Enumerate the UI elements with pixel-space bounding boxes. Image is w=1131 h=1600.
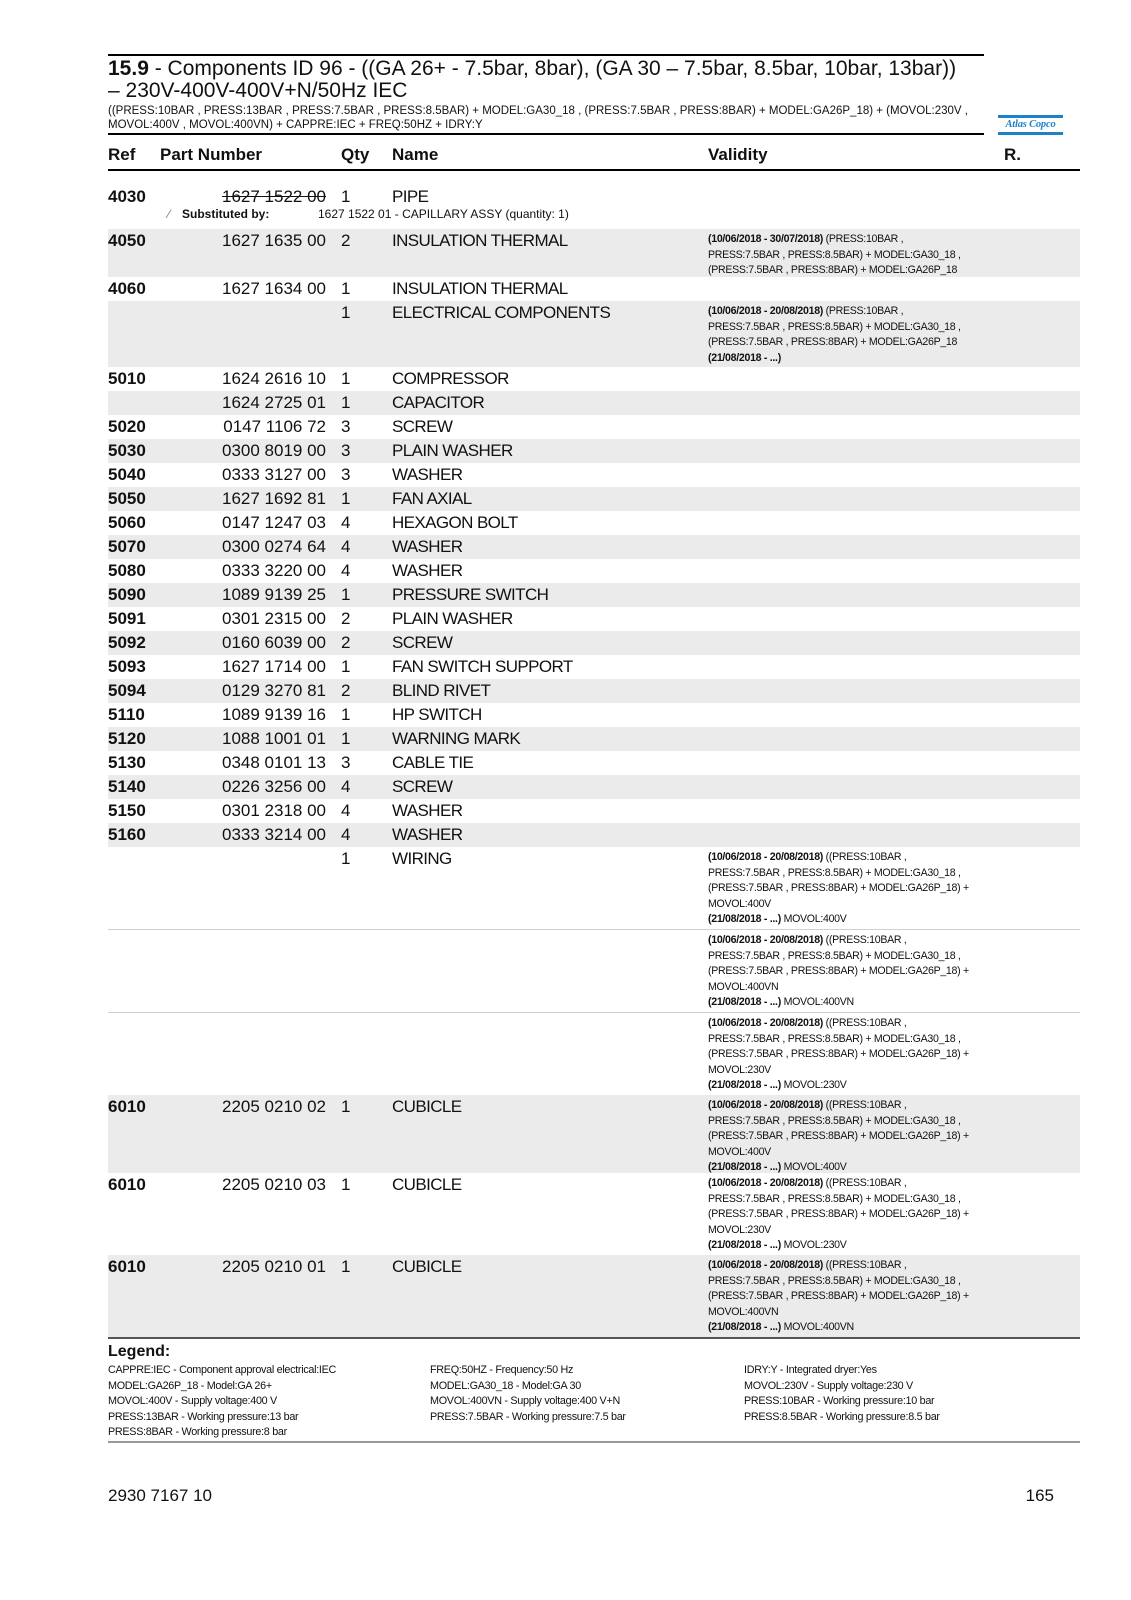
validity-condition: MOVOL:400V (780, 1161, 847, 1174)
validity-line (708, 1063, 1008, 1079)
validity-condition: ((PRESS:10BAR , (823, 1017, 907, 1029)
row-name: INSULATION THERMAL (392, 279, 568, 298)
validity-date-range: (10/06/2018 - 30/07/2018) (708, 233, 824, 245)
row-part-number: 1089 9139 16 (222, 705, 326, 724)
row-part-number: 1624 2725 01 (222, 393, 326, 412)
validity-line (708, 1238, 1008, 1254)
row-name: CABLE TIE (392, 753, 474, 772)
table-row (108, 415, 1080, 439)
row-qty: 1 (341, 729, 351, 748)
col-name: Name (392, 145, 439, 164)
row-part-number: 0333 3214 00 (222, 825, 326, 844)
row-part-number: 0129 3270 81 (222, 681, 326, 700)
validity-date-range: (21/08/2018 - ...) (708, 1079, 781, 1092)
table-row (108, 367, 1080, 391)
validity-condition: (PRESS:10BAR , (823, 305, 904, 317)
row-ref: 5130 (108, 753, 146, 772)
parts-table (108, 185, 1080, 1337)
validity-line (708, 1114, 1008, 1130)
row-ref: 5020 (108, 417, 146, 436)
row-part-number: 0226 3256 00 (222, 777, 326, 796)
row-validity (708, 1258, 1008, 1336)
table-row (108, 679, 1080, 703)
validity-line (708, 912, 1008, 928)
col-ref: Ref (108, 145, 136, 164)
row-qty: 1 (341, 849, 351, 868)
legend-entry: PRESS:8BAR - Working pressure:8 bar (108, 1426, 287, 1439)
validity-line (708, 1320, 1008, 1336)
validity-line (708, 248, 1008, 264)
row-ref: 6010 (108, 1175, 146, 1194)
row-name: BLIND RIVET (392, 681, 491, 700)
row-qty: 3 (341, 417, 351, 436)
validity-condition: PRESS:7.5BAR , PRESS:8.5BAR) + MODEL:GA30_18 , (708, 1032, 961, 1045)
table-row (108, 703, 1080, 727)
row-qty: 3 (341, 441, 351, 460)
row-part-number: 2205 0210 03 (222, 1175, 326, 1194)
row-ref: 5030 (108, 441, 146, 460)
section-title (108, 58, 968, 102)
col-part-number: Part Number (160, 145, 263, 164)
table-row (108, 799, 1080, 823)
row-part-number: 1627 1634 00 (222, 279, 326, 298)
row-name: CUBICLE (392, 1175, 462, 1194)
row-part-number: 2205 0210 01 (222, 1257, 326, 1276)
table-row (108, 847, 1080, 929)
table-row (108, 463, 1080, 487)
legend-grid (108, 1363, 1080, 1441)
row-name: PLAIN WASHER (392, 441, 513, 460)
validity-line (708, 320, 1008, 336)
validity-line (708, 304, 1008, 320)
row-part-number: 1089 9139 25 (222, 585, 326, 604)
legend-entry: IDRY:Y - Integrated dryer:Yes (744, 1364, 877, 1376)
row-part-number: 0301 2315 00 (222, 609, 326, 628)
validity-condition: (PRESS:7.5BAR , PRESS:8BAR) + MODEL:GA26P_18) + (708, 1290, 969, 1303)
table-row (108, 487, 1080, 511)
row-name: WASHER (392, 561, 463, 580)
row-ref: 5010 (108, 369, 146, 388)
row-ref: 5092 (108, 633, 146, 652)
validity-line (708, 933, 1008, 949)
row-validity (708, 304, 1008, 366)
legend-entry: PRESS:8.5BAR - Working pressure:8.5 bar (744, 1410, 940, 1423)
legend-entry: PRESS:10BAR - Working pressure:10 bar (744, 1395, 935, 1408)
row-qty: 4 (341, 801, 351, 820)
validity-condition: ((PRESS:10BAR , (823, 1259, 907, 1271)
row-qty: 2 (341, 609, 351, 628)
row-part-number: 1627 1714 00 (222, 657, 326, 676)
validity-condition: MOVOL:230V (708, 1063, 771, 1076)
row-qty: 4 (341, 825, 351, 844)
table-header (108, 145, 1080, 171)
row-part-number: 0160 6039 00 (222, 633, 326, 652)
row-qty: 1 (341, 1175, 351, 1194)
legend-entry: FREQ:50HZ - Frequency:50 Hz (430, 1364, 574, 1376)
validity-condition: MOVOL:230V (708, 1223, 771, 1236)
table-row (108, 631, 1080, 655)
validity-line (708, 964, 1008, 980)
row-ref: 6010 (108, 1097, 146, 1116)
row-name: HEXAGON BOLT (392, 513, 518, 532)
legend-entry: PRESS:13BAR - Working pressure:13 bar (108, 1410, 299, 1423)
validity-line (708, 995, 1008, 1011)
row-ref: 4060 (108, 279, 146, 298)
row-name: PRESSURE SWITCH (392, 585, 549, 604)
row-ref: 5091 (108, 609, 146, 628)
row-name: WASHER (392, 801, 463, 820)
row-part-number: 1627 1692 81 (222, 489, 326, 508)
row-ref: 5140 (108, 777, 146, 796)
row-part-number: 0147 1247 03 (222, 513, 326, 532)
validity-condition: (PRESS:7.5BAR , PRESS:8BAR) + MODEL:GA26P_18 (708, 264, 958, 277)
row-part-number: 1627 1522 00 (222, 187, 326, 206)
legend-column-1 (108, 1363, 336, 1441)
document-number: 2930 7167 10 (108, 1486, 212, 1505)
row-validity (708, 232, 1008, 279)
substitution-note (168, 207, 569, 221)
validity-line (708, 1274, 1008, 1290)
header-divider (108, 133, 984, 135)
row-part-number: 0300 0274 64 (222, 537, 326, 556)
validity-date-range: (10/06/2018 - 20/08/2018) (708, 1177, 824, 1189)
validity-line (708, 232, 1008, 248)
table-row (108, 1255, 1080, 1337)
validity-condition: PRESS:7.5BAR , PRESS:8.5BAR) + MODEL:GA30_18 , (708, 866, 961, 879)
validity-condition: PRESS:7.5BAR , PRESS:8.5BAR) + MODEL:GA30_18 , (708, 1274, 961, 1287)
table-row (108, 655, 1080, 679)
row-name: FAN AXIAL (392, 489, 472, 508)
validity-date-range: (21/08/2018 - ...) (708, 1321, 781, 1334)
validity-date-range: (10/06/2018 - 20/08/2018) (708, 1259, 824, 1271)
validity-line (708, 1223, 1008, 1239)
validity-date-range: (10/06/2018 - 20/08/2018) (708, 1099, 824, 1111)
row-name: PIPE (392, 187, 429, 206)
row-part-number: 0147 1106 72 (223, 417, 326, 436)
row-validity (708, 933, 1008, 1011)
row-qty: 1 (341, 369, 351, 388)
validity-line (708, 335, 1008, 351)
legend-entry: PRESS:7.5BAR - Working pressure:7.5 bar (430, 1410, 626, 1423)
validity-line (708, 949, 1008, 965)
row-qty: 2 (341, 681, 351, 700)
row-ref: 5160 (108, 825, 146, 844)
row-ref: 5110 (108, 705, 145, 724)
row-name: WASHER (392, 537, 463, 556)
table-row (108, 1095, 1080, 1173)
legend-column-2 (430, 1363, 626, 1425)
validity-condition: PRESS:7.5BAR , PRESS:8.5BAR) + MODEL:GA30_18 , (708, 1114, 961, 1127)
logo-bottom-bar (998, 132, 1063, 135)
row-name: PLAIN WASHER (392, 609, 513, 628)
substitute-icon: ∕ (168, 207, 171, 221)
validity-line (708, 1305, 1008, 1321)
validity-condition: MOVOL:400V (708, 897, 771, 910)
row-part-number: 0301 2318 00 (222, 801, 326, 820)
validity-date-range: (21/08/2018 - ...) (708, 351, 781, 364)
page-number: 165 (1025, 1486, 1054, 1505)
validity-condition: (PRESS:10BAR , (823, 233, 904, 245)
table-row (108, 391, 1080, 415)
legend-entry: MODEL:GA30_18 - Model:GA 30 (430, 1379, 581, 1392)
validity-line (708, 1032, 1008, 1048)
validity-condition: PRESS:7.5BAR , PRESS:8.5BAR) + MODEL:GA30_18 , (708, 949, 961, 962)
validity-condition: PRESS:7.5BAR , PRESS:8.5BAR) + MODEL:GA30_18 , (708, 320, 961, 333)
row-ref: 5080 (108, 561, 146, 580)
validity-line (708, 1258, 1008, 1274)
row-ref: 5060 (108, 513, 146, 532)
row-name: HP SWITCH (392, 705, 482, 724)
table-row (108, 751, 1080, 775)
section-criteria: ((PRESS:10BAR , PRESS:13BAR , PRESS:7.5BAR , PRESS:8.5BAR) + MODEL:GA30_18 , (PRESS:7.5BAR , PRESS:8BAR) + MODEL:GA26P_18) + (MOVOL:230V , MOVOL:400V , MOVOL:400VN) + CAPPRE:IEC + FREQ:50HZ + IDRY:Y (108, 105, 968, 131)
legend-entry: MOVOL:230V - Supply voltage:230 V (744, 1379, 913, 1392)
row-name: WASHER (392, 465, 463, 484)
row-part-number: 1627 1635 00 (222, 231, 326, 250)
validity-line (708, 351, 1008, 367)
validity-condition: (PRESS:7.5BAR , PRESS:8BAR) + MODEL:GA26P_18) + (708, 882, 969, 895)
row-qty: 1 (341, 303, 351, 322)
row-qty: 1 (341, 705, 351, 724)
col-validity: Validity (708, 145, 768, 164)
validity-line (708, 1129, 1008, 1145)
substituted-part: 1627 1522 01 - CAPILLARY ASSY (quantity: 1) (318, 207, 569, 221)
validity-condition: MOVOL:400VN (708, 1305, 779, 1318)
row-validity (708, 1016, 1008, 1094)
validity-condition: (PRESS:7.5BAR , PRESS:8BAR) + MODEL:GA26P_18) + (708, 1048, 969, 1061)
section-number: 15.9 (108, 57, 149, 80)
validity-date-range: (10/06/2018 - 20/08/2018) (708, 305, 824, 317)
validity-date-range: (10/06/2018 - 20/08/2018) (708, 934, 824, 946)
row-qty: 1 (341, 585, 351, 604)
table-row (108, 1173, 1080, 1255)
validity-condition: MOVOL:400VN (780, 1321, 854, 1334)
table-row (108, 1012, 1080, 1095)
row-name: COMPRESSOR (392, 369, 509, 388)
table-row (108, 301, 1080, 367)
validity-condition: (PRESS:7.5BAR , PRESS:8BAR) + MODEL:GA26P_18) + (708, 965, 969, 978)
row-name: WIRING (392, 849, 452, 868)
row-part-number: 0333 3127 00 (222, 465, 326, 484)
row-ref: 5120 (108, 729, 146, 748)
row-qty: 1 (341, 1257, 351, 1276)
validity-condition: PRESS:7.5BAR , PRESS:8.5BAR) + MODEL:GA30_18 , (708, 248, 961, 261)
row-ref: 4050 (108, 231, 146, 250)
legend-entry: CAPPRE:IEC - Component approval electrical:IEC (108, 1364, 337, 1376)
row-validity (708, 850, 1008, 928)
row-validity (708, 1098, 1008, 1176)
validity-condition: MOVOL:400VN (780, 996, 854, 1009)
validity-line (708, 866, 1008, 882)
table-row (108, 229, 1080, 277)
table-row (108, 535, 1080, 559)
row-qty: 1 (341, 489, 351, 508)
validity-condition: MOVOL:230V (780, 1239, 847, 1252)
validity-line (708, 850, 1008, 866)
validity-date-range: (10/06/2018 - 20/08/2018) (708, 851, 824, 863)
validity-date-range: (21/08/2018 - ...) (708, 913, 781, 926)
validity-line (708, 1047, 1008, 1063)
validity-line (708, 897, 1008, 913)
row-name: CUBICLE (392, 1257, 462, 1276)
validity-line (708, 1016, 1008, 1032)
validity-date-range: (10/06/2018 - 20/08/2018) (708, 1017, 824, 1029)
row-part-number: 1088 1001 01 (222, 729, 326, 748)
legend-entry: MOVOL:400VN - Supply voltage:400 V+N (430, 1395, 620, 1408)
legend (108, 1337, 1080, 1443)
row-qty: 1 (341, 657, 351, 676)
table-row (108, 583, 1080, 607)
validity-condition: MOVOL:400VN (708, 980, 779, 993)
row-ref: 5150 (108, 801, 146, 820)
legend-entry: MOVOL:400V - Supply voltage:400 V (108, 1395, 277, 1408)
validity-condition: (PRESS:7.5BAR , PRESS:8BAR) + MODEL:GA26P_18) + (708, 1130, 969, 1143)
row-name: ELECTRICAL COMPONENTS (392, 303, 611, 322)
logo-text: Atlas Copco (1005, 119, 1056, 130)
row-name: WARNING MARK (392, 729, 521, 748)
row-ref: 5070 (108, 537, 146, 556)
table-row (108, 607, 1080, 631)
legend-divider (108, 1441, 1080, 1443)
validity-line (708, 980, 1008, 996)
row-qty: 1 (341, 1097, 351, 1116)
row-qty: 4 (341, 513, 351, 532)
validity-date-range: (21/08/2018 - ...) (708, 996, 781, 1009)
table-row (108, 823, 1080, 847)
table-row (108, 439, 1080, 463)
validity-line (708, 1207, 1008, 1223)
legend-column-3 (744, 1363, 940, 1425)
validity-date-range: (21/08/2018 - ...) (708, 1161, 781, 1174)
section-title-text: - Components ID 96 - ((GA 26+ - 7.5bar, 8bar), (GA 30 – 7.5bar, 8.5bar, 10bar, 13bar)) – 230V-400V-400V+N/50Hz IEC (108, 57, 957, 102)
row-name: CAPACITOR (392, 393, 485, 412)
table-row (108, 727, 1080, 751)
brand-logo (998, 115, 1063, 135)
row-ref: 5090 (108, 585, 146, 604)
row-name: SCREW (392, 633, 453, 652)
validity-line (708, 881, 1008, 897)
row-name: FAN SWITCH SUPPORT (392, 657, 573, 676)
validity-condition: ((PRESS:10BAR , (823, 851, 907, 863)
row-ref: 5094 (108, 681, 146, 700)
table-row (108, 775, 1080, 799)
row-part-number: 0300 8019 00 (222, 441, 326, 460)
table-row (108, 185, 1080, 229)
row-part-number: 0348 0101 13 (222, 753, 326, 772)
row-name: SCREW (392, 777, 453, 796)
table-row (108, 559, 1080, 583)
table-row (108, 511, 1080, 535)
row-qty: 4 (341, 537, 351, 556)
validity-condition: (PRESS:7.5BAR , PRESS:8BAR) + MODEL:GA26P_18) + (708, 1208, 969, 1221)
validity-line (708, 1145, 1008, 1161)
row-qty: 4 (341, 561, 351, 580)
row-part-number: 1624 2616 10 (222, 369, 326, 388)
row-qty: 1 (341, 187, 351, 206)
validity-condition: MOVOL:400V (780, 913, 847, 926)
row-qty: 3 (341, 753, 351, 772)
validity-line (708, 1289, 1008, 1305)
table-row (108, 277, 1080, 301)
validity-date-range: (21/08/2018 - ...) (708, 1239, 781, 1252)
validity-condition: MOVOL:230V (780, 1079, 847, 1092)
row-qty: 1 (341, 393, 351, 412)
row-validity (708, 1176, 1008, 1254)
validity-condition: MOVOL:400V (708, 1145, 771, 1158)
validity-condition: ((PRESS:10BAR , (823, 934, 907, 946)
validity-line (708, 1176, 1008, 1192)
row-qty: 2 (341, 231, 351, 250)
row-ref: 6010 (108, 1257, 146, 1276)
row-ref: 4030 (108, 187, 146, 206)
col-r: R. (1004, 145, 1021, 164)
validity-condition: PRESS:7.5BAR , PRESS:8.5BAR) + MODEL:GA30_18 , (708, 1192, 961, 1205)
validity-condition: ((PRESS:10BAR , (823, 1177, 907, 1189)
legend-entry: MODEL:GA26P_18 - Model:GA 26+ (108, 1379, 272, 1392)
row-name: CUBICLE (392, 1097, 462, 1116)
row-part-number: 0333 3220 00 (222, 561, 326, 580)
validity-condition: (PRESS:7.5BAR , PRESS:8BAR) + MODEL:GA26P_18 (708, 336, 958, 349)
row-ref: 5050 (108, 489, 146, 508)
validity-line (708, 1192, 1008, 1208)
validity-line (708, 1078, 1008, 1094)
parts-list-page (108, 54, 1080, 1443)
legend-title: Legend: (108, 1343, 171, 1360)
col-qty: Qty (341, 145, 370, 164)
row-part-number: 2205 0210 02 (222, 1097, 326, 1116)
row-ref: 5093 (108, 657, 146, 676)
section-header (108, 54, 984, 135)
row-qty: 4 (341, 777, 351, 796)
row-name: WASHER (392, 825, 463, 844)
row-ref: 5040 (108, 465, 146, 484)
validity-line (708, 1098, 1008, 1114)
row-qty: 1 (341, 279, 351, 298)
row-name: SCREW (392, 417, 453, 436)
validity-condition: ((PRESS:10BAR , (823, 1099, 907, 1111)
row-qty: 3 (341, 465, 351, 484)
row-name: INSULATION THERMAL (392, 231, 568, 250)
table-row (108, 929, 1080, 1012)
substituted-label: Substituted by: (182, 207, 270, 221)
row-qty: 2 (341, 633, 351, 652)
